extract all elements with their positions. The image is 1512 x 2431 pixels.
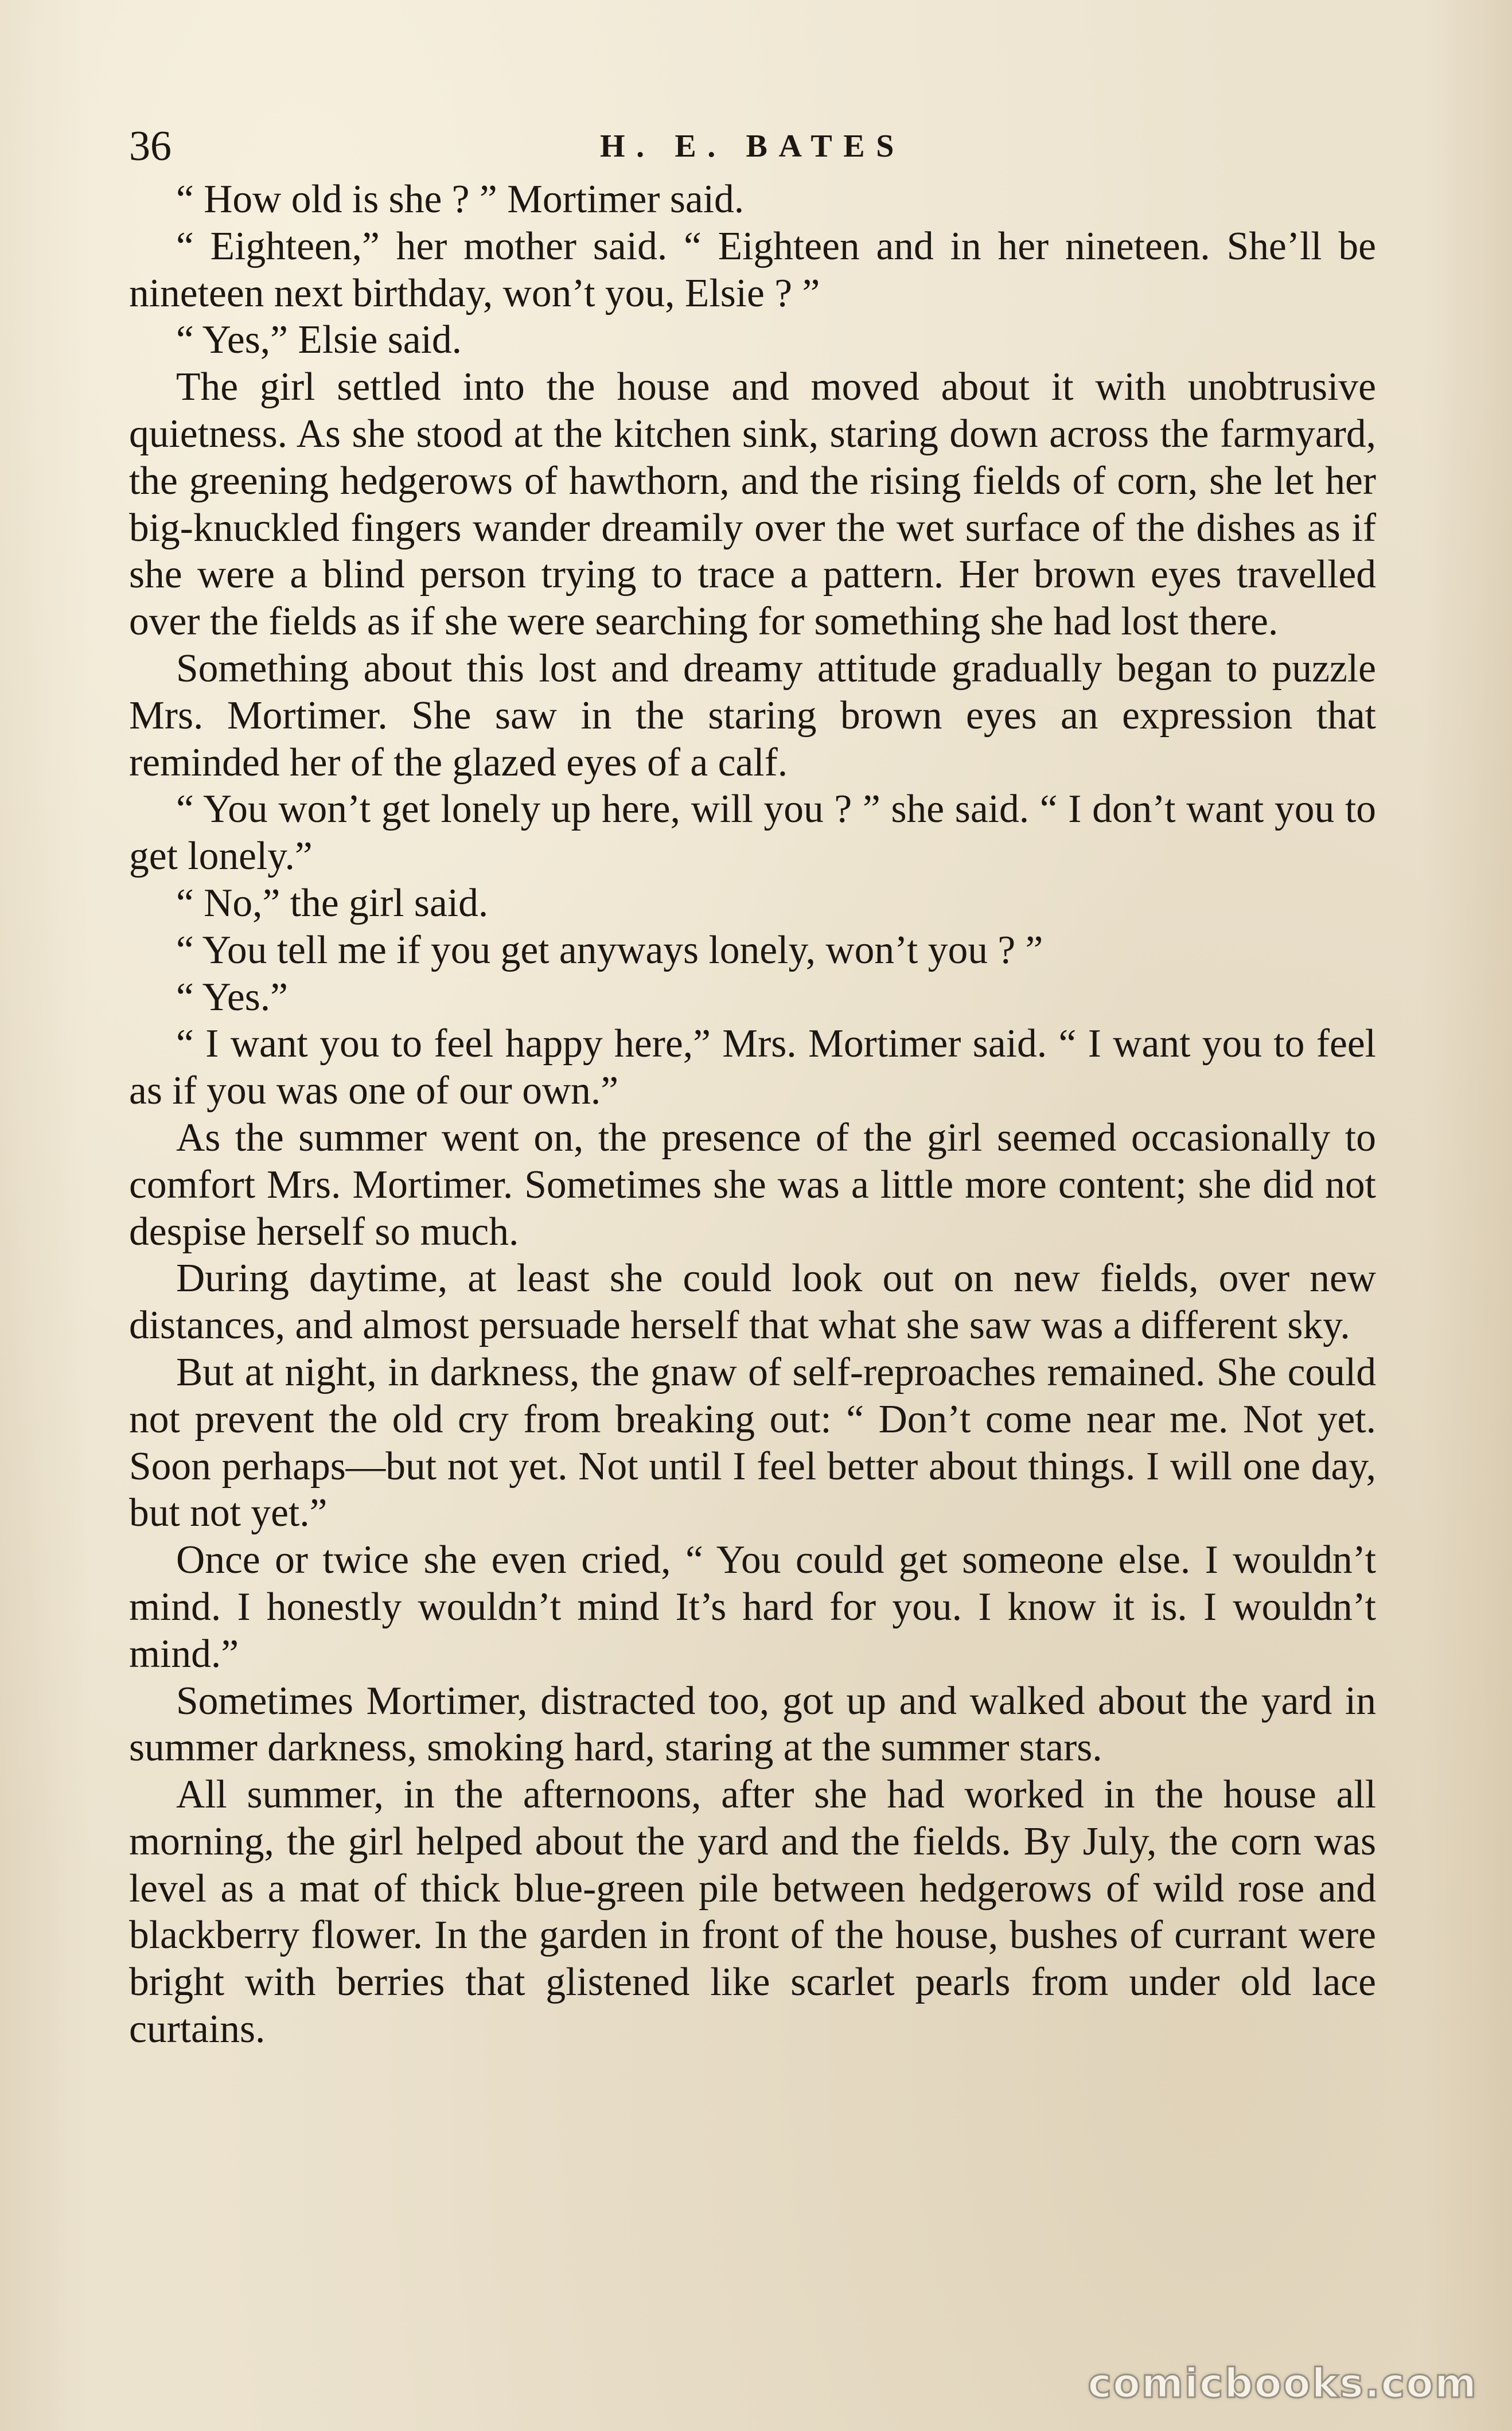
watermark-logo: comicbooks.com — [1088, 2360, 1478, 2407]
paragraph: As the summer went on, the presence of the girl seemed occasionally to comfort Mrs. Mortimer. Sometimes she was a little more content; she did not despise herself so much. — [129, 1115, 1376, 1254]
paragraph: “ No,” the girl said. — [176, 881, 489, 925]
paragraph: “ You won’t get lonely up here, will you ? ” she said. “ I don’t want you to get lonely.” — [129, 787, 1376, 879]
paragraph: All summer, in the afternoons, after she had worked in the house all morning, the girl helped about the yard and the fields. By July, the corn was level as a mat of thick blue-green pile between hedgerows of wild rose and blackberry flower. In the garden in front of the house, bushes of currant were bright with berries that glistened like scarlet pearls from under old lace curtains. — [129, 1772, 1376, 2052]
paragraph: “ I want you to feel happy here,” Mrs. Mortimer said. “ I want you to feel as if you was one of our own.” — [129, 1022, 1376, 1113]
running-head-author: H. E. BATES — [600, 128, 905, 164]
paragraph: “ Yes.” — [176, 975, 288, 1019]
paragraph: Something about this lost and dreamy attitude gradually began to puzzle Mrs. Mortimer. She saw in the staring brown eyes an expression that reminded her of the glazed eyes of a calf. — [129, 646, 1376, 785]
body-text — [129, 176, 1376, 2053]
paragraph: “ You tell me if you get anyways lonely, won’t you ? ” — [176, 928, 1043, 972]
paragraph: The girl settled into the house and moved about it with unobtrusive quietness. As she stood at the kitchen sink, staring down across the farmyard, the greening hedgerows of hawthorn, and the rising fields of corn, she let her big-knuckled fingers wander dreamily over the wet surface of the dishes as if she were a blind person trying to trace a pattern. Her brown eyes travelled over the fields as if she were searching for something she had lost there. — [129, 365, 1376, 644]
paragraph: During daytime, at least she could look out on new fields, over new distances, and almost persuade herself that what she saw was a different sky. — [129, 1256, 1376, 1348]
paragraph: Sometimes Mortimer, distracted too, got up and walked about the yard in summer darkness, smoking hard, staring at the summer stars. — [129, 1678, 1376, 1770]
paragraph: “ Eighteen,” her mother said. “ Eighteen and in her nineteen. She’ll be nineteen next birthday, won’t you, Elsie ? ” — [129, 224, 1376, 315]
page-number: 36 — [129, 123, 172, 170]
paragraph: But at night, in darkness, the gnaw of self-reproaches remained. She could not prevent the old cry from breaking out: “ Don’t come near me. Not yet. Soon perhaps—but not yet. Not until I feel better about things. I will one day, but not yet.” — [129, 1350, 1376, 1536]
paragraph: “ Yes,” Elsie said. — [176, 318, 462, 363]
paragraph: Once or twice she even cried, “ You could get someone else. I wouldn’t mind. I honestly wouldn’t mind It’s hard for you. I know it is. I wouldn’t mind.” — [129, 1538, 1376, 1676]
paragraph: “ How old is she ? ” Mortimer said. — [176, 177, 745, 221]
page-header — [129, 120, 1376, 172]
